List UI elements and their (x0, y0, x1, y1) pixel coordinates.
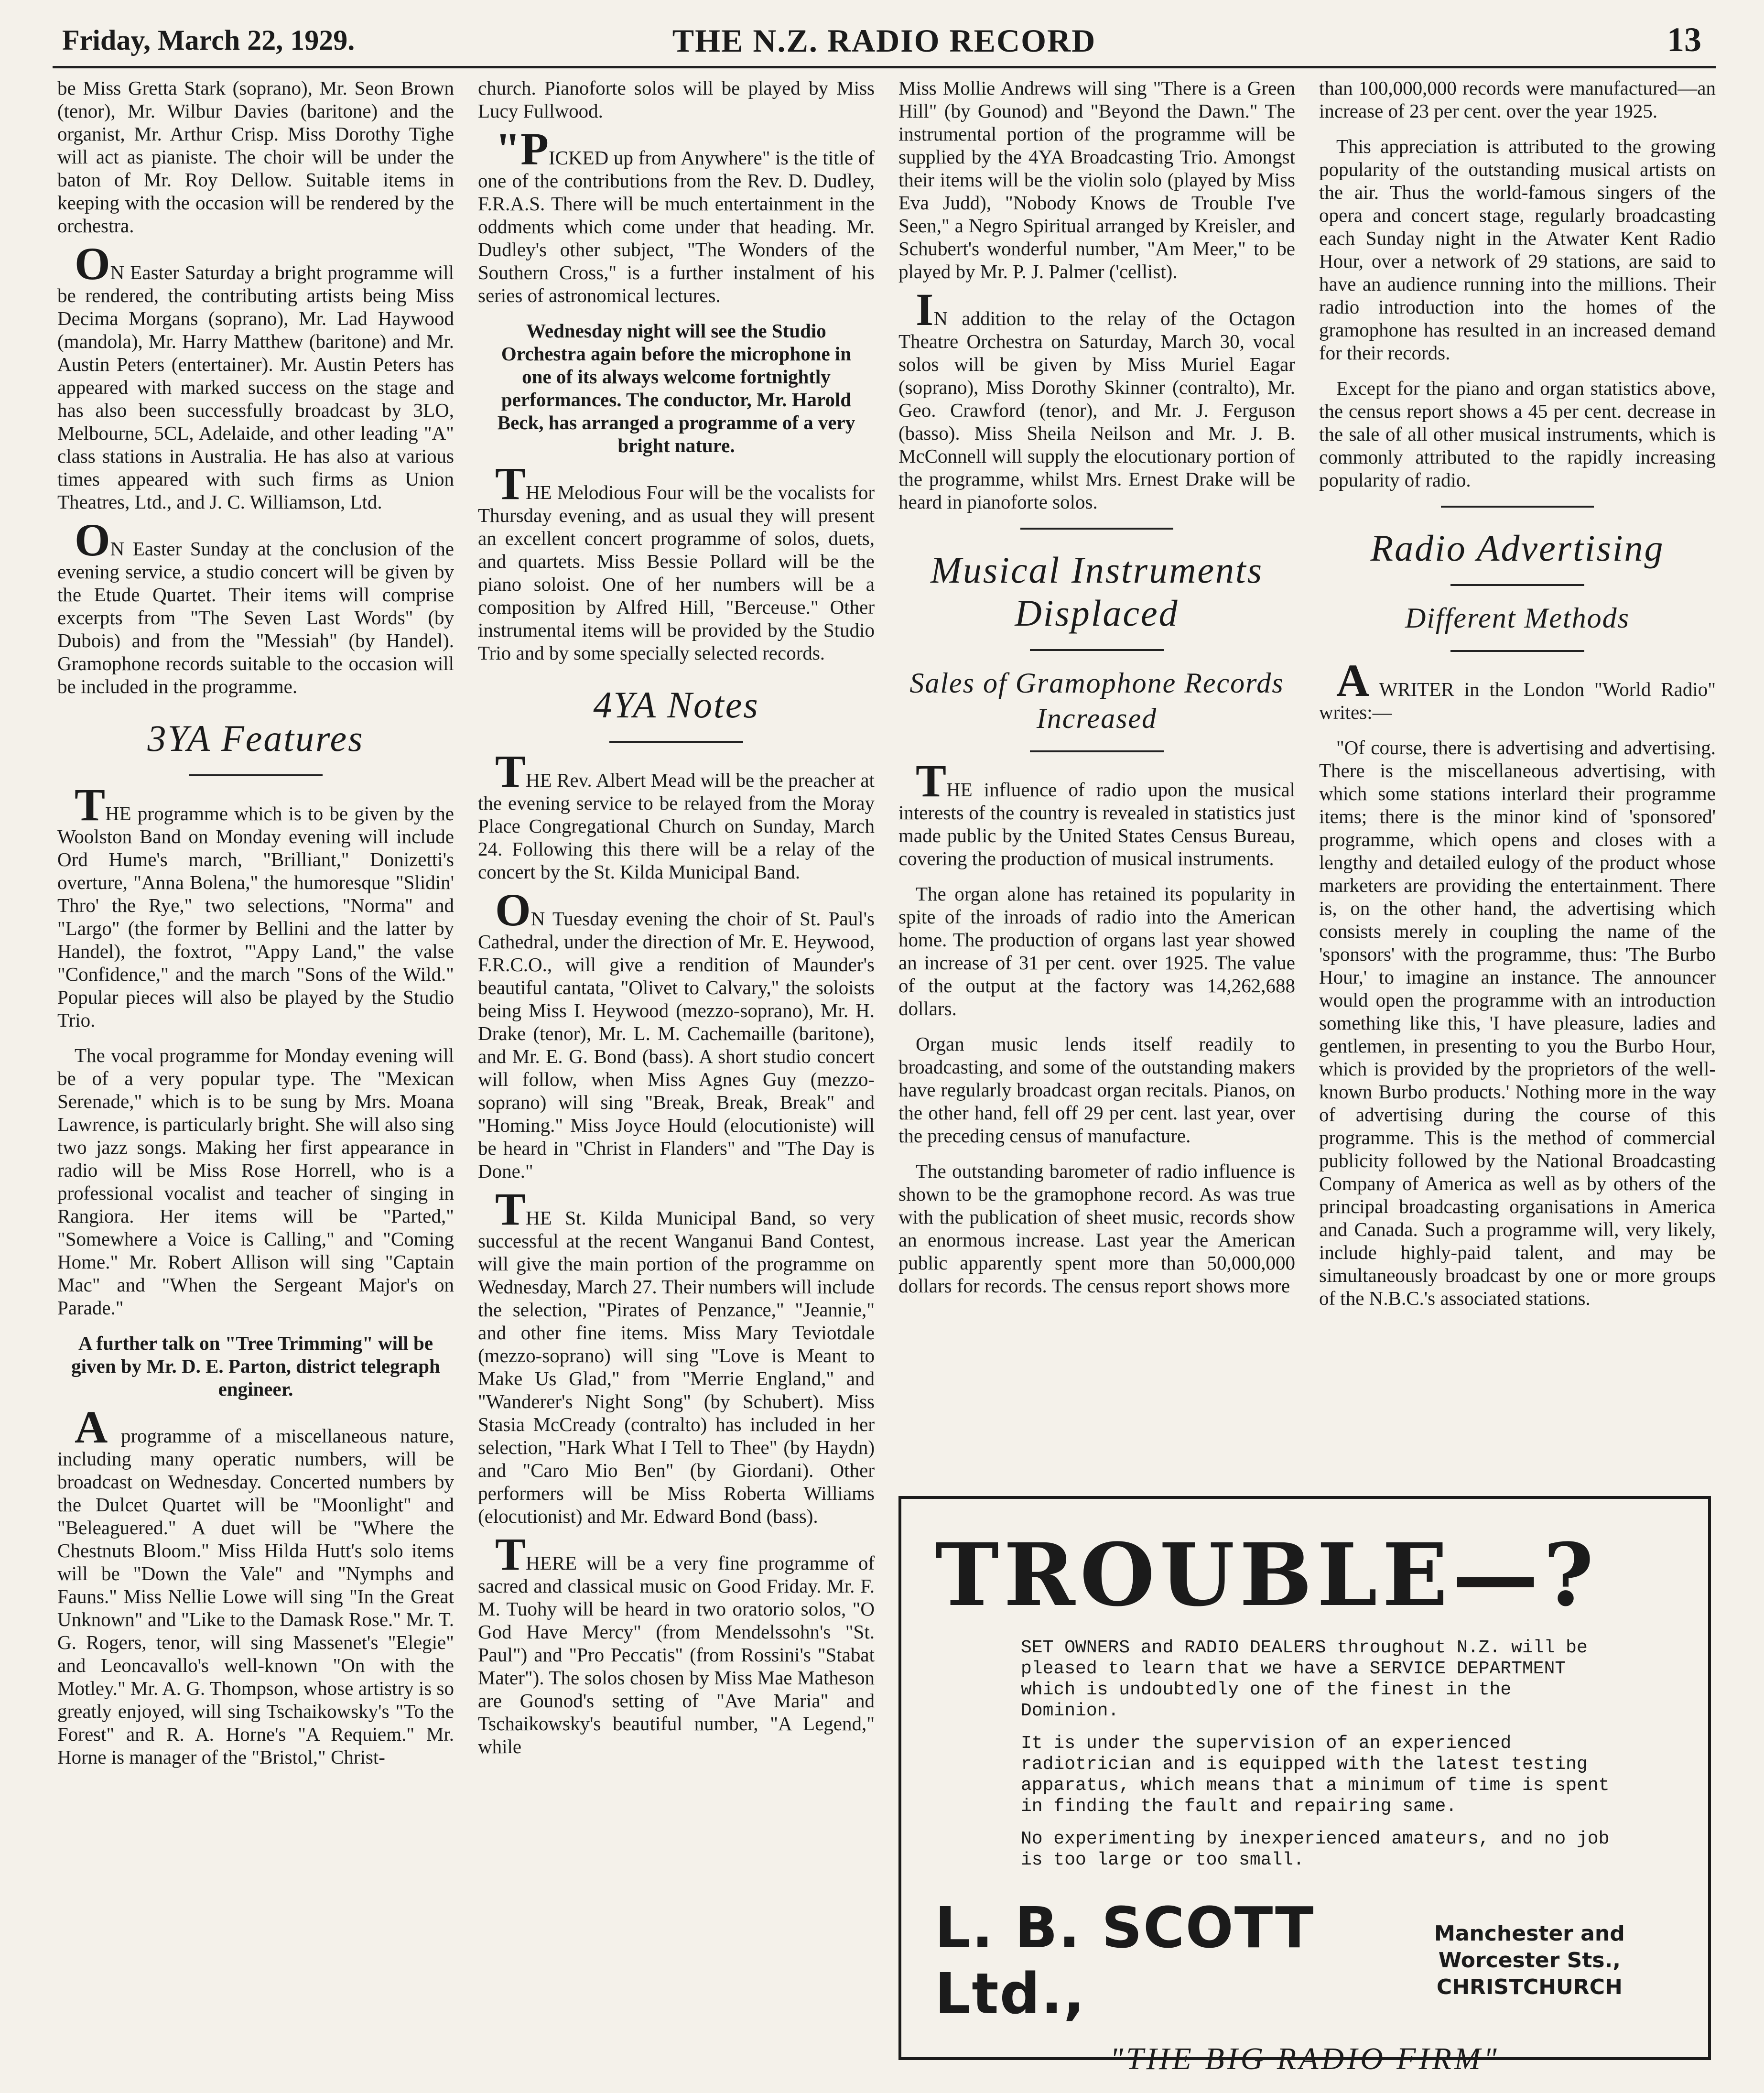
divider (1450, 650, 1584, 652)
issue-date: Friday, March 22, 1929. (62, 24, 355, 56)
article-heading-radio-advertising: Radio Advertising (1370, 527, 1665, 569)
column-2 (478, 76, 875, 2084)
paragraph: A programme of a miscellaneous nature, including many operatic numbers, will be broadcast on Wednesday. Concerted numbers by the Dulcet Quartet will be "Moonlight" and "Beleaguered." A duet will be "Where the Chestnuts Bloom." Miss Hilda Hutt's solo items will be "Down the Vale" and "Nymphs and Fauns." Miss Nellie Lowe will sing "In the Great Unknown" and "Like to the Damask Rose." Mr. T. G. Rogers, tenor, will sing Massenet's "Elegie" and Leoncavallo's well-known "On with the Motley." Mr. A. G. Thompson, whose artistry is so greatly enjoyed, will sing Tschaikowsky's "To the Forest" and R. A. Horne's "A Requiem." Mr. Horne is manager of the "Bristol," Christ- (57, 1401, 454, 1768)
ad-address (1385, 1920, 1675, 2001)
paragraph: THE influence of radio upon the musical interests of the country is revealed in statistics just made public by the United States Census Bureau, covering the production of musical instruments. (898, 755, 1295, 869)
paragraph: ON Easter Sunday at the conclusion of the evening service, a studio concert will be given by the Etude Quartet. Their items will comprise excerpts from "The Seven Last Words" (by Dubois) and from the "Messiah" (by Handel). Gramophone records suitable to the occasion will be included in the programme. (57, 514, 454, 697)
masthead (53, 13, 1716, 68)
article-subheading-methods: Different Methods (1405, 602, 1630, 634)
article-heading-musical-instruments: Musical Instruments Displaced (930, 549, 1264, 634)
divider (1030, 750, 1164, 752)
ad-body (1021, 1638, 1613, 1871)
paragraph: church. Pianoforte solos will be played by Miss Lucy Fullwood. (478, 77, 875, 122)
section-heading-3ya: 3YA Features (147, 717, 364, 759)
paragraph: THE Rev. Albert Mead will be the preacher at the evening service to be relayed from the Moray Place Congregational Church on Sunday, March 24. Following this there will be a relay of the concert by the St. Kilda Municipal Band. (478, 746, 875, 883)
column-1 (57, 76, 454, 2084)
ad-address-line: Manchester and Worcester Sts., (1434, 1921, 1625, 1973)
divider (1030, 649, 1164, 651)
bold-notice: Wednesday night will see the Studio Orchestra again before the microphone in one of its always welcome fortnightly performances. The conductor, Mr. Harold Beck, has arranged a programme of a very bright nature. (497, 320, 855, 456)
divider (1441, 506, 1594, 508)
paragraph: Organ music lends itself readily to broadcasting, and some of the outstanding makers have regularly broadcast organ recitals. Pianos, on the other hand, fell off 29 per cent. last year, over the preceding census of manufacture. (898, 1033, 1295, 1147)
divider (609, 741, 743, 743)
paragraph: A WRITER in the London "World Radio" writes:— (1319, 655, 1716, 723)
paragraph: Miss Mollie Andrews will sing "There is a Green Hill" (by Gounod) and "Beyond the Dawn." The instrumental portion of the programme will be supplied by the 4YA Broadcasting Trio. Amongst their items will be the violin solo (played by Miss Eva Judd), "Nobody Knows de Trouble I've Seen," a Negro Spiritual arranged by Kreisler, and Schubert's wonderful number, "Am Meer," to be played by Mr. P. J. Palmer ('cellist). (898, 77, 1295, 282)
ad-paragraph: No experimenting by inexperienced amateurs, and no job is too large or too small. (1021, 1829, 1610, 1870)
divider (189, 774, 323, 776)
paragraph: IN addition to the relay of the Octagon Theatre Orchestra on Saturday, March 30, vocal solos will be given by Miss Muriel Eagar (soprano), Miss Dorothy Skinner (contralto), Mr. Geo. Crawford (tenor), and Mr. J. Ferguson (basso). Miss Sheila Neilson and Mr. J. B. McConnell will supply the elocutionary portion of the programme, whilst Mrs. Ernest Drake will be heard in pianoforte solos. (898, 284, 1295, 513)
article-subheading-sales: Sales of Gramophone Records Increased (909, 667, 1284, 734)
paragraph: THE programme which is to be given by the Woolston Band on Monday evening will include Ord Hume's march, "Brilliant," Donizetti's overture, "Anna Bolena," the humoresque "Slidin' Thro' the Rye," two selections, "Norma" and "Largo" (the former by Bellini and the latter by Handel), the foxtrot, "'Appy Land," the valse "Confidence," and the march "Sons of the Wild." Popular pieces will also be played by the Studio Trio. (57, 779, 454, 1031)
ad-firm-name: L. B. SCOTT Ltd., (935, 1895, 1315, 2027)
paragraph: "Of course, there is advertising and advertising. There is the miscellaneous advertising, with which some stations interlard their programme items; there is the minor kind of 'sponsored' programme, which opens and closes with a lengthy and detailed eulogy of the product whose marketers are providing the entertainment. There is, on the other hand, the advertising which consists merely in coupling the name of the 'sponsors' with the programme, thus: 'The Burbo Hour,' to imagine an instance. The announcer would open the programme with an introduction something like this, 'I have pleasure, ladies and gentlemen, in presenting to you the Burbo Hour, which is provided by the proprietors of the well-known Burbo products.' Nothing more in the way of advertising during the course of this programme. This is the method of commercial publicity followed by the National Broadcasting Company of America as well as by others of the principal broadcasting organisations in America and Canada. Such a programme will, very likely, include highly-paid talent, and may be simultaneously broadcast by one or more groups of the N.B.C.'s associated stations. (1319, 737, 1716, 1309)
section-heading-4ya: 4YA Notes (593, 684, 759, 726)
paragraph: "PICKED up from Anywhere" is the title of one of the contributions from the Rev. D. Dudley, F.R.A.S. There will be much entertainment in the oddments which come under that heading. Mr. Dudley's other subject, "The Wonders of the Southern Cross," is a further instalment of his series of astronomical lectures. (478, 123, 875, 306)
paragraph: THE St. Kilda Municipal Band, so very successful at the recent Wanganui Band Contest, will give the main portion of the programme on Wednesday, March 27. Their numbers will include the selection, "Pirates of Penzance," "Jeannie," and other fine items. Miss Mary Teviotdale (mezzo-soprano) will sing "Love is Meant to Make Us Glad," from "Merrie England," and "Wanderer's Night Song" (by Schubert). Miss Stasia McCready (contralto) has included in her selection, "Hark What I Tell to Thee" (by Haydn) and "Caro Mio Ben" (by Giordani). Other performers will be Miss Roberta Williams (elocutionist) and Mr. Edward Bond (bass). (478, 1183, 875, 1527)
ad-address-city: CHRISTCHURCH (1436, 1975, 1623, 1999)
paragraph: ON Tuesday evening the choir of St. Paul's Cathedral, under the direction of Mr. E. Heywood, F.R.C.O., will give a rendition of Maunder's beautiful cantata, "Olivet to Calvary," the soloists being Miss I. Heywood (mezzo-soprano), Mr. H. Drake (tenor), Mr. L. M. Cachemaille (baritone), and Mr. E. G. Bond (bass). A short studio concert will follow, when Miss Agnes Guy (mezzo-soprano) will sing "Break, Break, Break" and "Homing." Miss Joyce Hould (elocutioniste) will be heard in "Christ in Flanders" and "The Day is Done." (478, 884, 875, 1182)
ad-slogan: "THE BIG RADIO FIRM" (1110, 2041, 1500, 2076)
paragraph: ON Easter Saturday a bright programme will be rendered, the contributing artists being Miss Decima Morgans (soprano), Mr. Lad Haywood (mandola), Mr. Harry Matthew (baritone) and Mr. Austin Peters (entertainer). Mr. Austin Peters has appeared with marked success on the stage and has also been successfully broadcast by 3LO, Melbourne, 5CL, Adelaide, and other leading "A" class stations in Australia. He has also at various times appeared with such firms as Union Theatres, Ltd., and J. C. Williamson, Ltd. (57, 238, 454, 513)
publication-title: THE N.Z. RADIO RECORD (672, 22, 1096, 59)
page-number: 13 (1667, 21, 1701, 59)
divider (1450, 584, 1584, 586)
paragraph: THERE will be a very fine programme of sacred and classical music on Good Friday. Mr. F. M. Tuohy will be heard in two oratorio solos, "O God Have Mercy" (from Mendelssohn's "St. Paul") and "Pro Peccatis" (from Rossini's "Stabat Mater"). The solos chosen by Miss Mae Matheson are Gounod's setting of "Ave Maria" and Tschaikowsky's beautiful number, "A Legend," while (478, 1529, 875, 1757)
paragraph: THE Melodious Four will be the vocalists for Thursday evening, and as usual they will present an excellent concert programme of solos, duets, and quartets. Miss Bessie Pollard will be the piano soloist. One of her numbers will be a composition by Alfred Hill, "Berceuse." Other instrumental items will be provided by the Studio Trio and by some specially selected records. (478, 458, 875, 664)
paragraph: The outstanding barometer of radio influence is shown to be the gramophone record. As was true with the publication of sheet music, records show an enormous increase. Last year the American public apparently spent more than 50,000,000 dollars for records. The census report shows more (898, 1160, 1295, 1297)
ad-paragraph: It is under the supervision of an experienced radiotrician and is equipped with the latest testing apparatus, which means that a minimum of time is spent in finding the fault and repairing same. (1021, 1733, 1610, 1817)
paragraph: than 100,000,000 records were manufactured—an increase of 23 per cent. over the year 1925. (1319, 77, 1716, 122)
ad-paragraph: SET OWNERS and RADIO DEALERS throughout N.Z. will be pleased to learn that we have a SERVICE DEPARTMENT which is undoubtedly one of the finest in the Dominion. (1021, 1638, 1588, 1721)
advertisement-lb-scott (898, 1496, 1711, 2076)
ad-headline: TROUBLE—? (935, 1525, 1599, 1626)
ad-firm-block (935, 1895, 1675, 2027)
paragraph: The vocal programme for Monday evening will be of a very popular type. The "Mexican Serenade," which is to be sung by Mrs. Moana Lawrence, is particularly bright. She will also sing two jazz songs. Making her first appearance in radio will be Miss Rose Horrell, who is a professional vocalist and teacher of singing in Rangiora. Her items will be "Parted," "Somewhere a Voice is Calling," and "Coming Home." Mr. Robert Allison will sing "Captain Mac" and "When the Sergeant Major's on Parade." (57, 1044, 454, 1319)
column-3 (898, 76, 1295, 1510)
divider (1020, 528, 1173, 530)
paragraph: The organ alone has retained its popularity in spite of the inroads of radio into the American home. The production of organs last year showed an increase of 31 per cent. over 1925. The value of the output at the factory was 14,262,688 dollars. (898, 883, 1295, 1019)
bold-notice: A further talk on "Tree Trimming" will be given by Mr. D. E. Parton, district telegraph engineer. (71, 1332, 440, 1400)
paragraph: Except for the piano and organ statistics above, the census report shows a 45 per cent. decrease in the sale of all other musical instruments, which is commonly attributed to the rapidly increasing popularity of radio. (1319, 377, 1716, 491)
paragraph: be Miss Gretta Stark (soprano), Mr. Seon Brown (tenor), Mr. Wilbur Davies (baritone) and the organist, Mr. Arthur Crisp. Miss Dorothy Tighe will act as pianiste. The choir will be under the baton of Mr. Roy Dellow. Suitable items in keeping with the occasion will be rendered by the orchestra. (57, 77, 454, 237)
paragraph: This appreciation is attributed to the growing popularity of the outstanding musical artists on the air. Thus the world-famous singers of the opera and concert stage, regularly broadcasting each Sunday night in the Atwater Kent Radio Hour, over a network of 29 stations, are said to have an audience running into the millions. Their radio introduction into the homes of the gramophone has resulted in an increased demand for their records. (1319, 135, 1716, 364)
column-4 (1319, 76, 1716, 1510)
